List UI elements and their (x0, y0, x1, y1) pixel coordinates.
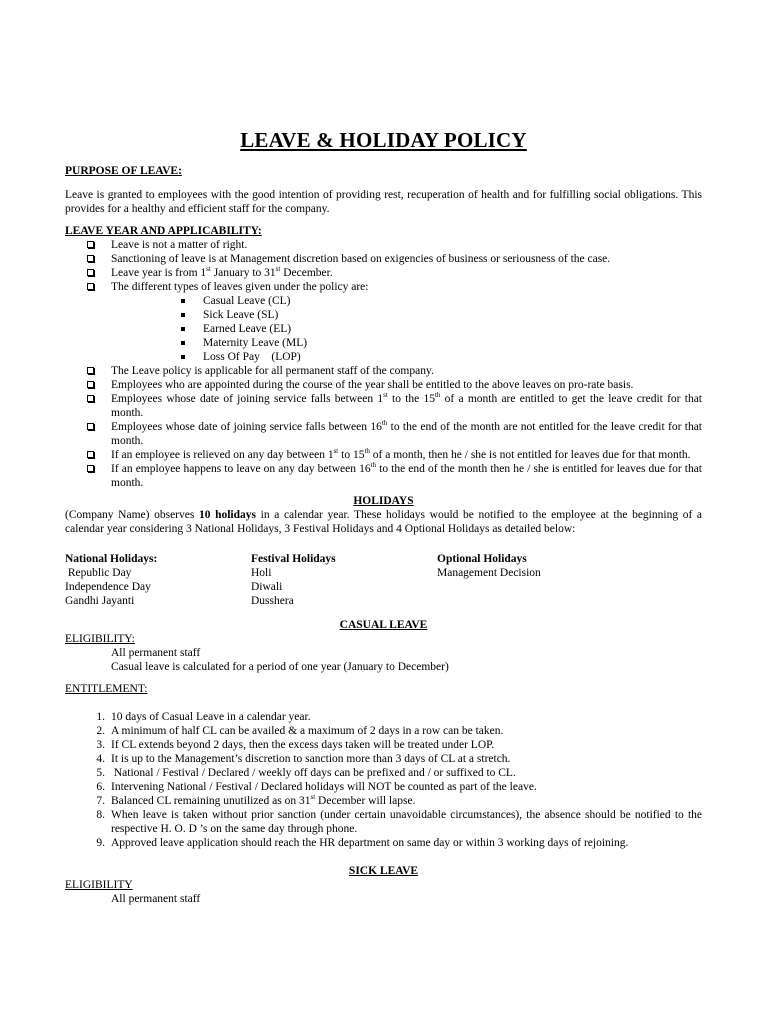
list-item: Employees whose date of joining service falls between 1st to the 15th of a month are entitled to get the leave credit for that month. (87, 392, 702, 420)
purpose-text: Leave is granted to employees with the good intention of providing rest, recuperation of health and for fulfilling social obligations. This provides for a healthy and efficient staff for the company. (65, 189, 702, 215)
list-item: 5. National / Festival / Declared / weekly off days can be prefixed and / or suffixed to CL. (96, 767, 516, 779)
list-item: If an employee is relieved on any day between 1st to 15th of a month, then he / she is not entitled for leaves due for that month. (87, 448, 702, 462)
holidays-intro: (Company Name) observes 10 holidays in a calendar year. These holidays would be notified to the employee at the beginning of a calendar year considering 3 National Holidays, 3 Festival Holidays and 4 Optional Holidays as detailed below: (65, 509, 703, 535)
national-holidays-column: National Holidays: Republic Day Independence Day Gandhi Jayanti (65, 553, 158, 607)
square-bullet-icon (87, 465, 94, 472)
sick-leave-heading: SICK LEAVE (348, 865, 419, 877)
square-bullet-icon (87, 269, 94, 276)
optional-holidays-column: Optional Holidays Management Decision (437, 553, 541, 579)
square-bullet-icon (87, 241, 94, 248)
casual-eligibility-line: All permanent staff (111, 647, 201, 659)
list-item: Leave year is from 1st January to 31st December. (87, 266, 702, 280)
leave-type-item: Casual Leave (CL) (181, 294, 702, 308)
filled-square-bullet-icon (181, 299, 185, 303)
holidays-table (65, 552, 702, 608)
list-item: 7. Balanced CL remaining unutilized as on 31st December will lapse. (96, 793, 416, 807)
square-bullet-icon (87, 283, 94, 290)
leave-type-item: Maternity Leave (ML) (181, 336, 702, 350)
list-item: The different types of leaves given under the policy are: (87, 280, 702, 294)
purpose-heading: PURPOSE OF LEAVE: (65, 165, 182, 177)
casual-eligibility-heading: ELIGIBILITY: (65, 633, 135, 645)
list-item: 9. Approved leave application should reach the HR department on same day or within 3 working days of rejoining. (96, 837, 629, 849)
list-item: Leave is not a matter of right. (87, 238, 702, 252)
leave-year-list (65, 238, 702, 294)
casual-leave-heading: CASUAL LEAVE (339, 619, 428, 631)
list-item: If an employee happens to leave on any day between 16th to the end of the month then he / she is entitled for leaves due for that month. (87, 462, 702, 490)
filled-square-bullet-icon (181, 327, 185, 331)
entitlement-list (65, 710, 702, 850)
policy-document (65, 126, 702, 906)
list-item: Employees who are appointed during the course of the year shall be entitled to the above leaves on pro-rate basis. (87, 378, 702, 392)
festival-holidays-column: Festival Holidays Holi Diwali Dusshera (251, 553, 336, 607)
square-bullet-icon (87, 255, 94, 262)
list-item: 1. 10 days of Casual Leave in a calendar year. (96, 711, 311, 723)
list-item: Employees whose date of joining service falls between 16th to the end of the month are not entitled for the leave credit for that month. (87, 420, 702, 448)
square-bullet-icon (87, 423, 94, 430)
list-item: The Leave policy is applicable for all permanent staff of the company. (87, 364, 702, 378)
filled-square-bullet-icon (181, 355, 185, 359)
sick-eligibility-heading: ELIGIBILITY (65, 879, 133, 891)
leave-year-heading: LEAVE YEAR AND APPLICABILITY: (65, 225, 262, 237)
leave-types-list (65, 294, 702, 364)
square-bullet-icon (87, 451, 94, 458)
filled-square-bullet-icon (181, 341, 185, 345)
list-item: Sanctioning of leave is at Management discretion based on exigencies of business or seriousness of the case. (87, 252, 702, 266)
entitlement-heading: ENTITLEMENT: (65, 683, 148, 695)
sick-eligibility-line: All permanent staff (111, 893, 201, 905)
applicability-list (65, 364, 702, 490)
square-bullet-icon (87, 381, 94, 388)
leave-type-item: Sick Leave (SL) (181, 308, 702, 322)
holidays-heading: HOLIDAYS (353, 495, 414, 507)
list-item: 4. It is up to the Management’s discretion to sanction more than 3 days of CL at a stretch. (96, 753, 511, 765)
list-item: 8. When leave is taken without prior sanction (under certain unavoidable circumstances), the absence should be notified to the respective H. O. D ’s on the same day through phone. (96, 809, 702, 835)
leave-type-item: Loss Of Pay (LOP) (181, 350, 702, 364)
document-title: LEAVE & HOLIDAY POLICY (240, 128, 527, 152)
list-item: 2. A minimum of half CL can be availed & a maximum of 2 days in a row can be taken. (96, 725, 504, 737)
square-bullet-icon (87, 395, 94, 402)
filled-square-bullet-icon (181, 313, 185, 317)
square-bullet-icon (87, 367, 94, 374)
list-item: 6. Intervening National / Festival / Declared holidays will NOT be counted as part of the leave. (96, 781, 537, 793)
leave-type-item: Earned Leave (EL) (181, 322, 702, 336)
list-item: 3. If CL extends beyond 2 days, then the excess days taken will be treated under LOP. (96, 739, 495, 751)
casual-eligibility-line: Casual leave is calculated for a period of one year (January to December) (111, 661, 449, 673)
